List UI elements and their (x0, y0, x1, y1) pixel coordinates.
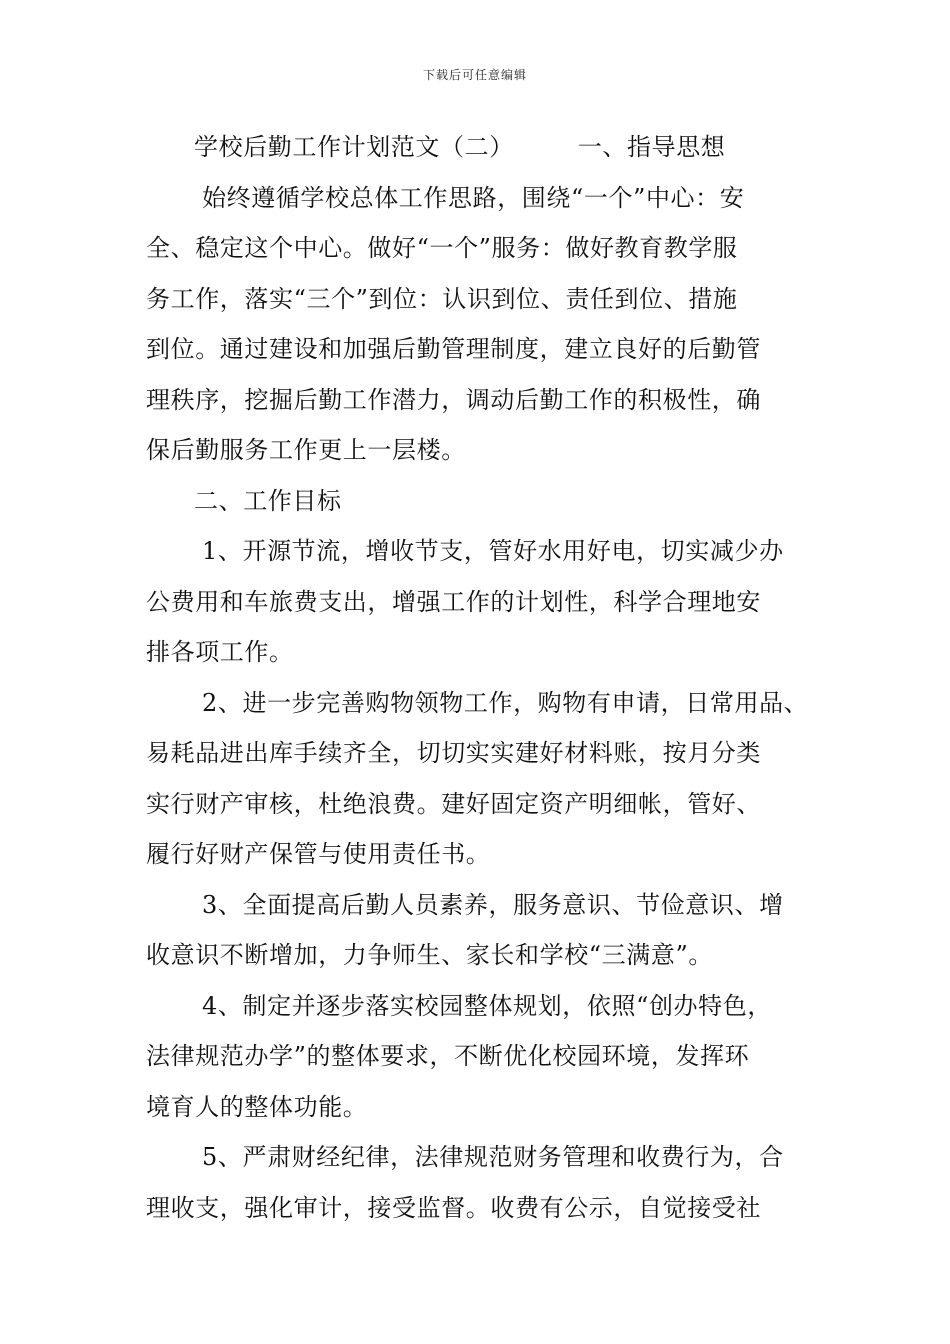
text-line: 易耗品进出库手续齐全，切切实实建好材料账，按月分类 (146, 739, 761, 767)
title-line (146, 122, 816, 173)
paragraph-item-2 (146, 678, 816, 880)
text-line: 3、全面提高后勤人员素养，服务意识、节俭意识、增 (202, 890, 784, 919)
document-title: 学校后勤工作计划范文（二） (194, 133, 514, 161)
text-line: 排各项工作。 (146, 638, 294, 666)
document-body (146, 122, 816, 1233)
text-line: 1、开源节流，增收节支，管好水用好电，切实减少办 (202, 537, 784, 565)
text-line: 全、稳定这个中心。做好“一个”服务：做好教育教学服 (146, 234, 738, 262)
text-line: 5、严肃财经纪律，法律规范财务管理和收费行为，合 (202, 1143, 784, 1171)
text-line: 公费用和车旅费支出，增强工作的计划性，科学合理地安 (146, 587, 761, 616)
paragraph-item-4 (146, 981, 816, 1133)
section-heading-goals: 二、工作目标 (194, 486, 342, 515)
text-line: 收意识不断增加，力争师生、家长和学校“三满意”。 (146, 941, 713, 969)
text-line: 务工作，落实“三个”到位：认识到位、责任到位、措施 (146, 284, 738, 313)
paragraph-item-3 (146, 880, 816, 981)
text-line: 保后勤服务工作更上一层楼。 (146, 436, 466, 464)
paragraph-item-5 (146, 1132, 816, 1233)
section-heading-guiding: 一、指导思想 (577, 133, 726, 161)
paragraph-item-1 (146, 526, 816, 678)
paragraph-guiding-thought (146, 173, 816, 476)
text-line: 法律规范办学”的整体要求，不断优化校园环境，发挥环 (146, 1042, 750, 1070)
text-line: 理收支，强化审计，接受监督。收费有公示，自觉接受社 (146, 1193, 761, 1222)
text-line: 实行财产审核，杜绝浪费。建好固定资产明细帐，管好、 (146, 789, 761, 818)
text-line: 始终遵循学校总体工作思路，围绕“一个”中心：安 (202, 183, 745, 212)
text-line: 4、制定并逐步落实校园整体规划，依照“创办特色， (202, 991, 772, 1020)
text-line: 理秩序，挖掘后勤工作潜力，调动后勤工作的积极性，确 (146, 385, 761, 414)
text-line: 履行好财产保管与使用责任书。 (146, 840, 491, 868)
text-line: 境育人的整体功能。 (146, 1092, 368, 1121)
text-line: 到位。通过建设和加强后勤管理制度，建立良好的后勤管 (146, 335, 761, 363)
page-header-note: 下载后可任意编辑 (422, 68, 527, 82)
text-line: 2、进一步完善购物领物工作，购物有申请，日常用品、 (202, 688, 809, 717)
